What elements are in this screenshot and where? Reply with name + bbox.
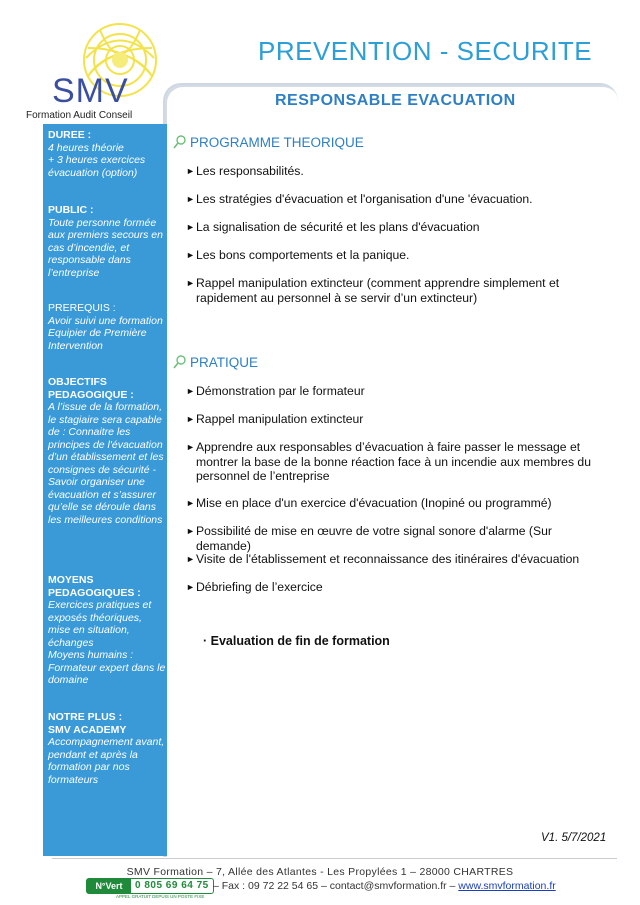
version-label: V1. 5/7/2021 bbox=[541, 832, 607, 844]
course-title: RESPONSABLE EVACUATION bbox=[275, 92, 516, 109]
prerequis-text: Avoir suivi une formation Equipier de Première Intervention bbox=[48, 314, 163, 352]
item-text: Démonstration par le formateur bbox=[196, 384, 365, 398]
logo-subtitle: Formation Audit Conseil bbox=[26, 110, 133, 121]
arrow-bullet-icon: ► bbox=[186, 166, 195, 176]
arrow-bullet-icon: ► bbox=[186, 582, 195, 592]
sidebar-moyens bbox=[48, 574, 166, 687]
theorique-item bbox=[186, 220, 596, 235]
theorique-item bbox=[186, 276, 596, 305]
theorique-heading bbox=[172, 134, 364, 150]
arrow-bullet-icon: ► bbox=[186, 442, 195, 452]
public-heading: PUBLIC : bbox=[48, 204, 94, 216]
duree-heading: DUREE : bbox=[48, 129, 92, 141]
item-text: Apprendre aux responsables d’évacuation à faire passer le message et montrer la base de la bonne réaction face à un incendie aux membres du personnel de l’entreprise bbox=[196, 440, 591, 483]
footer-contact-text: – Fax : 09 72 22 54 65 – contact@smvformation.fr – bbox=[213, 880, 459, 892]
dot-bullet-icon: · bbox=[203, 634, 211, 648]
sidebar-objectifs bbox=[48, 376, 166, 526]
theorique-item bbox=[186, 248, 596, 263]
moyens-text: Exercices pratiques et exposés théoriques, mise en situation, échanges Moyens humains : Formateur expert dans le domaine bbox=[48, 599, 166, 686]
arrow-bullet-icon: ► bbox=[186, 414, 195, 424]
objectifs-heading: OBJECTIFS PEDAGOGIQUE : bbox=[48, 376, 134, 401]
arrow-bullet-icon: ► bbox=[186, 498, 195, 508]
numero-vert-badge bbox=[86, 878, 214, 894]
item-text: Visite de l'établissement et reconnaissance des itinéraires d'évacuation bbox=[196, 552, 580, 566]
footer-address: SMV Formation – 7, Allée des Atlantes - Les Propylées 1 – 28000 CHARTRES bbox=[126, 866, 514, 878]
pratique-item bbox=[186, 524, 596, 553]
item-text: Les responsabilités. bbox=[196, 164, 304, 178]
pratique-item bbox=[186, 440, 596, 484]
footer-contact bbox=[213, 880, 556, 892]
item-text: Rappel manipulation extincteur bbox=[196, 412, 364, 426]
magnifier-icon bbox=[172, 134, 188, 150]
footer-divider bbox=[52, 858, 617, 859]
sidebar-notre-plus bbox=[48, 711, 166, 786]
item-text: Rappel manipulation extincteur (comment apprendre simplement et rapidement au personnel à se servir d’un extincteur) bbox=[196, 276, 560, 305]
arrow-bullet-icon: ► bbox=[186, 250, 195, 260]
evaluation-line bbox=[203, 634, 390, 648]
objectifs-text: A l’issue de la formation, le stagiaire sera capable de : Connaitre les principes de l'évacuation d’un établissement et les consignes de sécurité - Savoir organiser une évacuation et s’assurer qu’elle se déroule dans les meilleures conditions bbox=[48, 401, 164, 526]
prerequis-heading: PREREQUIS : bbox=[48, 302, 116, 314]
evaluation-text: Evaluation de fin de formation bbox=[210, 634, 390, 648]
item-text: La signalisation de sécurité et les plans d'évacuation bbox=[196, 220, 480, 234]
numero-vert-note: APPEL GRATUIT DEPUIS UN POSTE FIXE bbox=[116, 894, 205, 899]
pratique-item bbox=[186, 496, 596, 511]
sidebar-prerequis bbox=[48, 302, 166, 352]
arrow-bullet-icon: ► bbox=[186, 278, 195, 288]
item-text: Mise en place d'un exercice d'évacuation (Inopiné ou programmé) bbox=[196, 496, 552, 510]
sidebar-public bbox=[48, 204, 166, 279]
item-text: Débriefing de l’exercice bbox=[196, 580, 323, 594]
pratique-item bbox=[186, 412, 596, 427]
arrow-bullet-icon: ► bbox=[186, 554, 195, 564]
arrow-bullet-icon: ► bbox=[186, 222, 195, 232]
item-text: Les stratégies d'évacuation et l'organisation d'une 'évacuation. bbox=[196, 192, 533, 206]
pratique-item bbox=[186, 552, 596, 567]
website-link[interactable]: www.smvformation.fr bbox=[458, 880, 556, 892]
sidebar-duree bbox=[48, 129, 166, 179]
pratique-item bbox=[186, 384, 596, 399]
page-title: PREVENTION - SECURITE bbox=[258, 36, 593, 66]
theorique-heading-text: PROGRAMME THEORIQUE bbox=[190, 134, 364, 150]
moyens-heading: MOYENS PEDAGOGIQUES : bbox=[48, 574, 141, 599]
arrow-bullet-icon: ► bbox=[186, 526, 195, 536]
arrow-bullet-icon: ► bbox=[186, 386, 195, 396]
numero-vert-number: 0 805 69 64 75 bbox=[135, 880, 209, 891]
logo-name: SMV bbox=[52, 72, 129, 110]
theorique-item bbox=[186, 192, 596, 207]
arrow-bullet-icon: ► bbox=[186, 194, 195, 204]
pratique-heading bbox=[172, 354, 258, 370]
notre-plus-text: Accompagnement avant, pendant et après la formation par nos formateurs bbox=[48, 736, 165, 786]
pratique-item bbox=[186, 580, 596, 595]
numero-vert-label: N°Vert bbox=[87, 879, 131, 893]
item-text: Possibilité de mise en œuvre de votre signal sonore d'alarme (Sur demande) bbox=[196, 524, 552, 553]
item-text: Les bons comportements et la panique. bbox=[196, 248, 410, 262]
duree-text: 4 heures théorie + 3 heures exercices évacuation (option) bbox=[48, 141, 146, 179]
theorique-item bbox=[186, 164, 596, 179]
pratique-heading-text: PRATIQUE bbox=[190, 354, 259, 370]
public-text: Toute personne formée aux premiers secours en cas d’incendie, et responsable dans l’entreprise bbox=[48, 216, 163, 279]
magnifier-icon bbox=[172, 354, 188, 370]
notre-plus-heading: NOTRE PLUS : SMV ACADEMY bbox=[48, 711, 127, 736]
